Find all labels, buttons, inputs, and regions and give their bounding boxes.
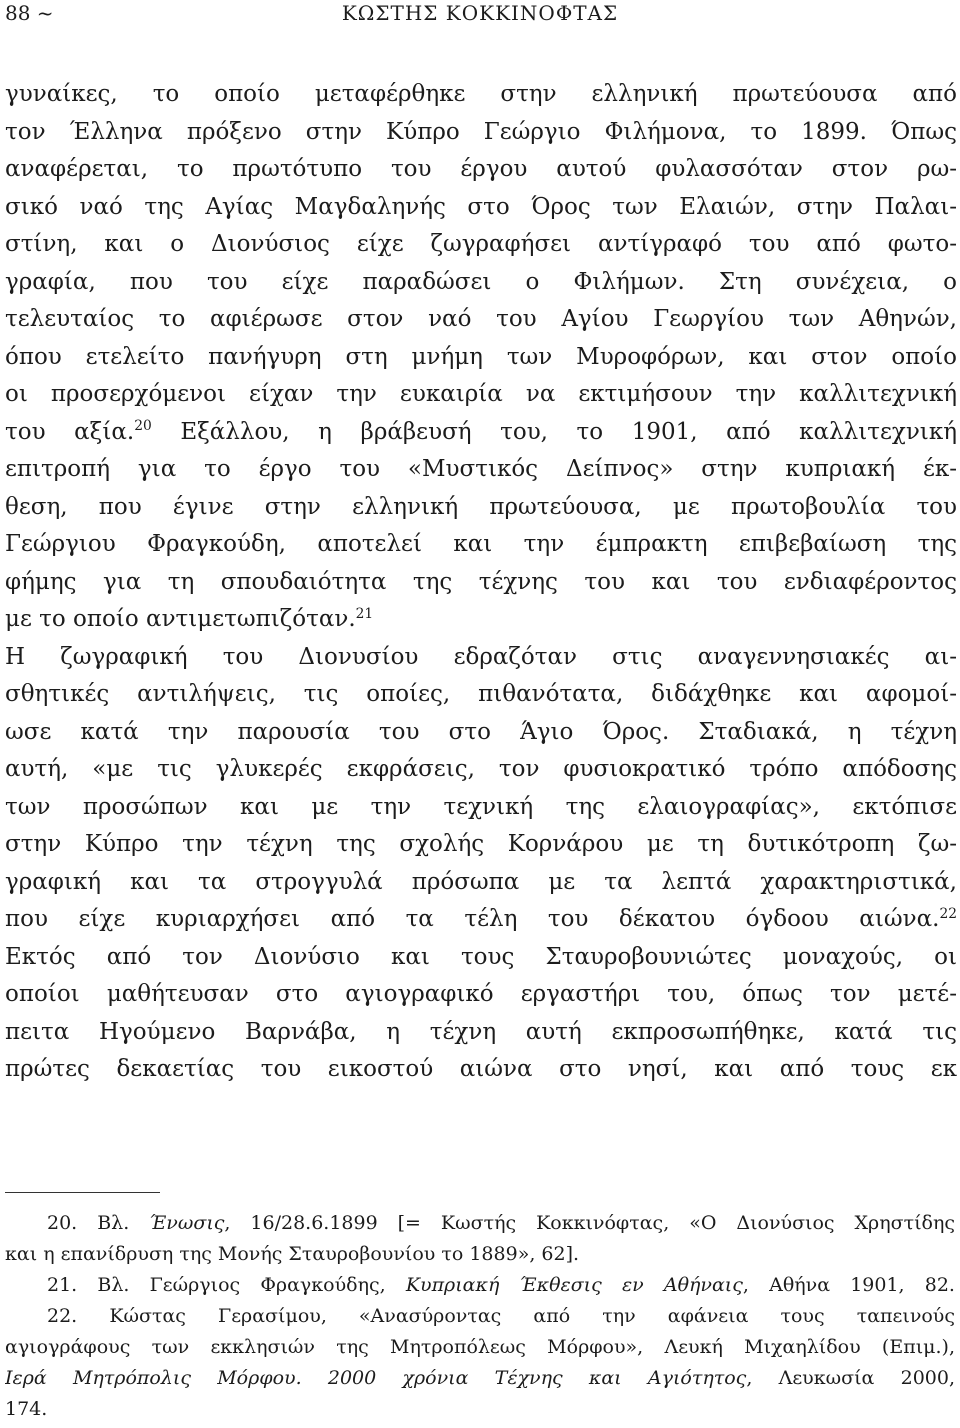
- footnote-italic-title: Κυπριακή Έκθεσις εν Αθήναις: [405, 1274, 743, 1296]
- body-line: πειτα Ηγούμενο Βαρνάβα, η τέχνη αυτή εκπροσωπήθηκε, κατά τις: [5, 1018, 957, 1045]
- body-line: γυναίκες, το οποίο μεταφέρθηκε στην ελληνική πρωτεύουσα από: [5, 81, 957, 107]
- body-line: φήμης για τη σπουδαιότητα της τέχνης του και του ενδιαφέροντος: [5, 568, 957, 595]
- footnote-line: 174.: [5, 1398, 48, 1420]
- body-line: Η ζωγραφική του Διονυσίου εδραζόταν στις αναγεννησιακές αι-: [5, 643, 957, 670]
- footnote-ref-20: 20: [134, 418, 152, 435]
- body-line: γραφική και τα στρογγυλά πρόσωπα με τα λεπτά χαρακτηριστικά,: [5, 868, 957, 895]
- footnotes: [5, 1208, 955, 1425]
- footnote-line: [5, 1363, 955, 1394]
- body-line-text: που είχε κυριαρχήσει από τα τέλη του δέκατου όγδοου αιώνα.: [5, 906, 940, 932]
- footnote-italic-title: Ένωσις: [149, 1212, 225, 1234]
- body-line-text: Εξάλλου, η βράβευσή του, το 1901, από καλλιτεχνική: [151, 418, 957, 445]
- body-text: [5, 76, 957, 1089]
- body-line: των προσώπων και με την τεχνική της ελαιογραφίας», εκτόπισε: [5, 793, 957, 820]
- body-line: θεση, που έγινε στην ελληνική πρωτεύουσα, με πρωτοβουλία του: [5, 493, 957, 520]
- footnote-line: αγιογράφους των εκκλησιών της Μητροπόλεως Μόρφου», Λευκή Μιχαηλίδου (Επιμ.),: [5, 1336, 955, 1358]
- footnote-text: , Λευκωσία 2000,: [746, 1367, 955, 1389]
- footnote-line: και η επανίδρυση της Μονής Σταυροβουνίου το 1889», 62].: [5, 1243, 580, 1265]
- body-line: οι προσερχόμενοι είχαν την ευκαιρία να εκτιμήσουν την καλλιτεχνική: [5, 381, 957, 407]
- footnote-ref-22: 22: [939, 905, 957, 922]
- body-line: στίνη, και ο Διονύσιος είχε ζωγραφήσει αντίγραφό του από φωτο-: [5, 231, 957, 257]
- footnote-text: Κώστας Γερασίμου, «Ανασύροντας από την αφάνεια τους ταπεινούς: [109, 1305, 955, 1327]
- footnote-text: , Αθήνα 1901, 82.: [742, 1274, 955, 1296]
- body-line: Γεώργιου Φραγκούδη, αποτελεί και την έμπρακτη επιβεβαίωση της: [5, 531, 957, 557]
- body-line: όπου ετελείτο πανήγυρη στη μνήμη των Μυροφόρων, και στον οποίο: [5, 343, 957, 370]
- body-line: [5, 414, 957, 452]
- body-line-text: με το οποίο αντιμετωπιζόταν.: [5, 606, 356, 632]
- body-line: γραφία, που του είχε παραδώσει ο Φιλήμων. Στη συνέχεια, ο: [5, 268, 957, 295]
- body-line: [5, 601, 957, 639]
- footnote-text: , 16/28.6.1899 [= Κωστής Κοκκινόφτας, «Ο Διονύσιος Χρηστίδης: [224, 1212, 955, 1234]
- body-line: αναφέρεται, το πρωτότυπο του έργου αυτού φυλασσόταν στον ρω-: [5, 156, 957, 182]
- body-line: επιτροπή για το έργο του «Μυστικός Δείπνος» στην κυπριακή έκ-: [5, 456, 957, 482]
- body-line: ωσε κατά την παρουσία του στο Άγιο Όρος. Σταδιακά, η τέχνη: [5, 718, 957, 745]
- body-line-text: του αξία.: [5, 418, 135, 445]
- body-line: σθητικές αντιλήψεις, τις οποίες, πιθανότατα, διδάχθηκε και αφομοί-: [5, 681, 957, 707]
- body-line: τελευταίος το αφιέρωσε στον ναό του Αγίου Γεωργίου των Αθηνών,: [5, 306, 957, 332]
- running-head: [5, 0, 955, 26]
- body-line: πρώτες δεκαετίας του εικοστού αιώνα στο νησί, και από τους εκ: [5, 1056, 957, 1082]
- footnote-number: 20.: [47, 1212, 78, 1234]
- footnote-separator: [5, 1192, 160, 1193]
- footnote-20: [5, 1208, 955, 1239]
- body-line: στην Κύπρο την τέχνη της σχολής Κορνάρου με τη δυτικότροπη ζω-: [5, 831, 957, 857]
- footnote-number: 22.: [47, 1305, 78, 1327]
- body-line: οποίοι μαθήτευσαν στο αγιογραφικό εργαστήρι του, όπως τον μετέ-: [5, 981, 957, 1007]
- body-line: αυτή, «με τις γλυκερές εκφράσεις, τον φυσιοκρατικό τρόπο απόδοσης: [5, 756, 957, 782]
- footnote-text: Βλ.: [97, 1212, 150, 1234]
- footnote-21: [5, 1270, 955, 1301]
- footnote-text: Βλ. Γεώργιος Φραγκούδης,: [97, 1274, 406, 1296]
- running-title: ΚΩΣΤΗΣ ΚΟΚΚΙΝΟΦΤΑΣ: [341, 1, 619, 25]
- page-number: 88 ~: [5, 1, 54, 25]
- body-line: σικό ναό της Αγίας Μαγδαληνής στο Όρος των Ελαιών, στην Παλαι-: [5, 193, 957, 220]
- footnote-22: [5, 1301, 955, 1332]
- body-line: τον Έλληνα πρόξενο στην Κύπρο Γεώργιο Φιλήμονα, το 1899. Όπως: [5, 118, 957, 145]
- footnote-number: 21.: [47, 1274, 78, 1296]
- body-line: [5, 901, 957, 939]
- body-line: Εκτός από τον Διονύσιο και τους Σταυροβουνιώτες μοναχούς, οι: [5, 943, 957, 970]
- footnote-italic-title: Ιερά Μητρόπολις Μόρφου. 2000 χρόνια Τέχνης και Αγιότητος: [5, 1367, 747, 1389]
- footnote-ref-21: 21: [355, 605, 374, 622]
